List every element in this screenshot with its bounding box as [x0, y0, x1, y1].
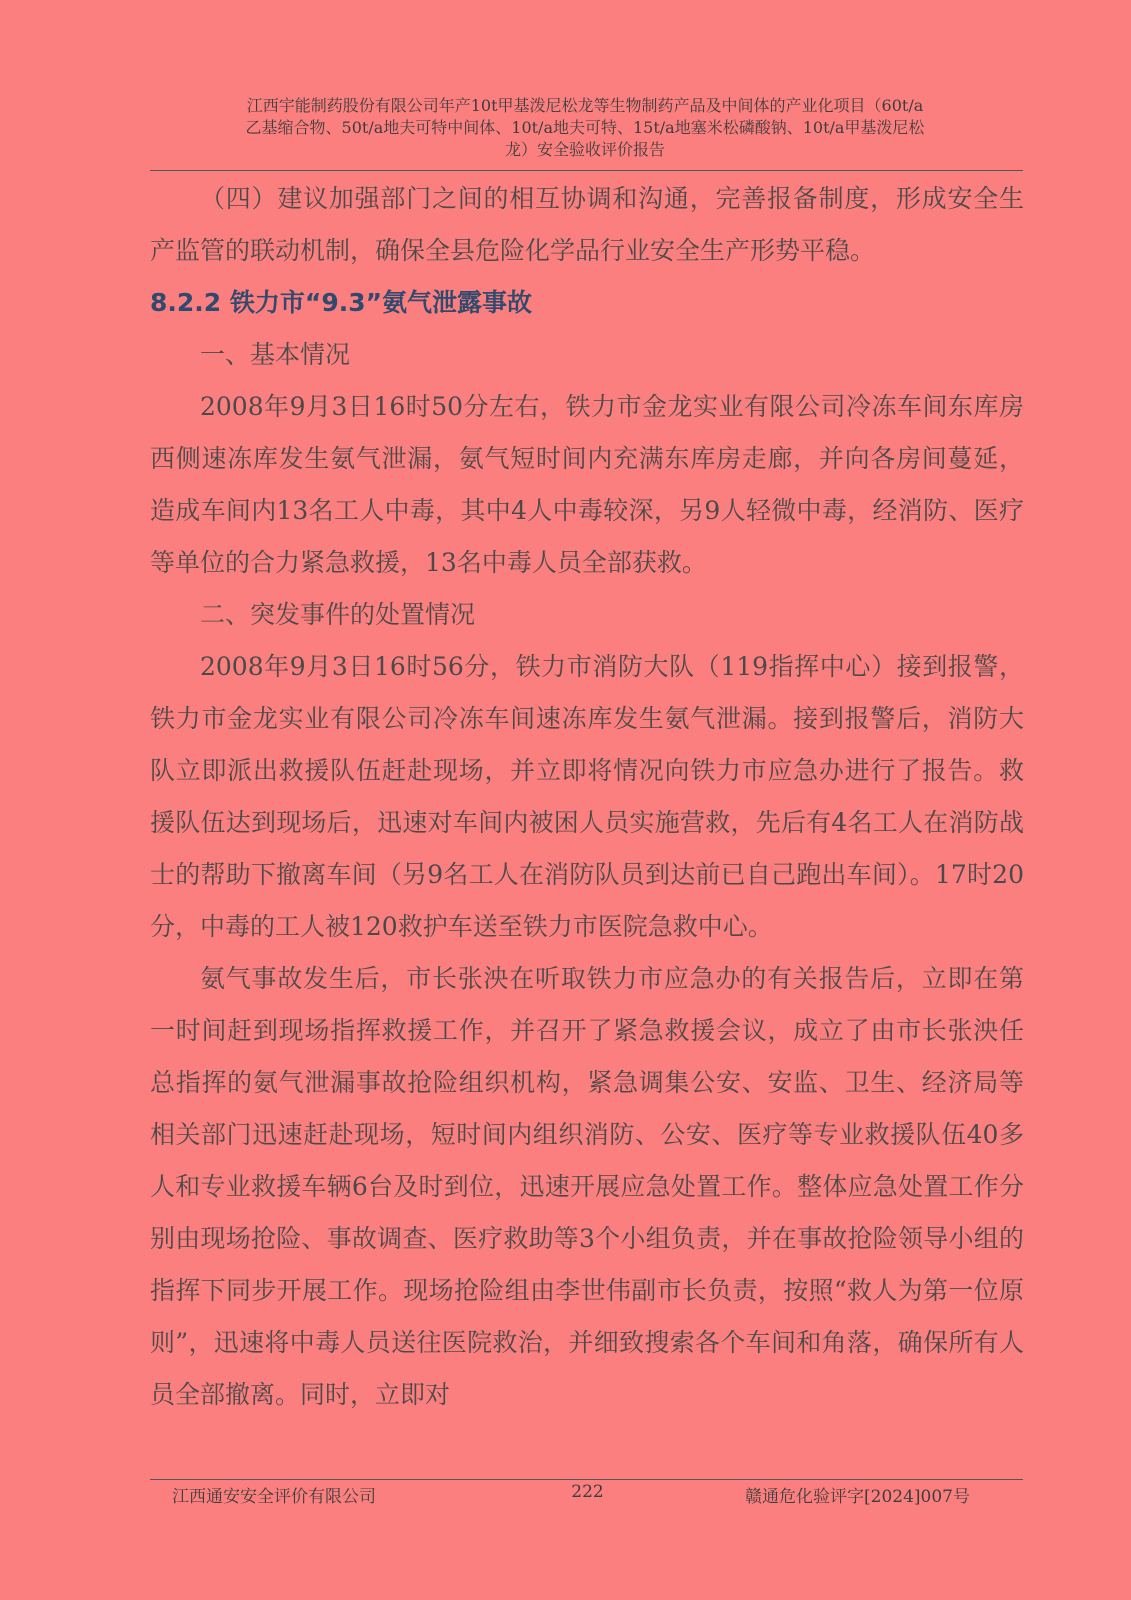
- footer-company: 江西通安安全评价有限公司: [172, 1487, 376, 1507]
- page-footer: [0, 1482, 1131, 1512]
- header-line-1: 江西宇能制药股份有限公司年产10t甲基泼尼松龙等生物制药产品及中间体的产业化项目（60t/a: [246, 96, 924, 115]
- command-paragraph: 氨气事故发生后，市长张泱在听取铁力市应急办的有关报告后，立即在第一时间赶到现场指挥救援工作，并召开了紧急救援会议，成立了由市长张泱任总指挥的氨气泄漏事故抢险组织机构，紧急调集公安、安监、卫生、经济局等相关部门迅速赶赴现场，短时间内组织消防、公安、医疗等专业救援队伍40多人和专业救援车辆6台及时到位，迅速开展应急处置工作。整体应急处置工作分别由现场抢险、事故调查、医疗救助等3个小组负责，并在事故抢险领导小组的指挥下同步开展工作。现场抢险组由李世伟副市长负责，按照“救人为第一位原则”，迅速将中毒人员送往医院救治，并细致搜索各个车间和角落，确保所有人员全部撤离。同时，立即对: [150, 964, 1024, 1409]
- header-divider: [150, 170, 1023, 171]
- section-title: 8.2.2 铁力市“9.3”氨气泄露事故: [150, 288, 533, 317]
- page-header: [150, 95, 1020, 161]
- document-number: 赣通危化验评字[2024]007号: [745, 1487, 970, 1507]
- recommendation-paragraph: （四）建议加强部门之间的相互协调和沟通，完善报备制度，形成安全生产监管的联动机制，确保全县危险化学品行业安全生产形势平稳。: [150, 184, 1024, 265]
- header-line-3: 龙）安全验收评价报告: [504, 140, 665, 159]
- page-number: 222: [571, 1482, 604, 1502]
- header-line-2: 乙基缩合物、50t/a地夫可特中间体、10t/a地夫可特、15t/a地塞米松磷酸钠、10t/a甲基泼尼松: [245, 118, 925, 137]
- basic-situation-paragraph: 2008年9月3日16时50分左右，铁力市金龙实业有限公司冷冻车间东库房西侧速冻库发生氨气泄漏，氨气短时间内充满东库房走廊，并向各房间蔓延，造成车间内13名工人中毒，其中4人中毒较深，另9人轻微中毒，经消防、医疗等单位的合力紧急救援，13名中毒人员全部获救。: [150, 392, 1024, 577]
- response-paragraph: 2008年9月3日16时56分，铁力市消防大队（119指挥中心）接到报警，铁力市金龙实业有限公司冷冻车间速冻库发生氨气泄漏。接到报警后，消防大队立即派出救援队伍赶赴现场，并立即将情况向铁力市应急办进行了报告。救援队伍达到现场后，迅速对车间内被困人员实施营救，先后有4名工人在消防战士的帮助下撤离车间（另9名工人在消防队员到达前已自己跑出车间）。17时20分，中毒的工人被120救护车送至铁力市医院急救中心。: [150, 652, 1024, 941]
- footer-divider: [150, 1479, 1023, 1480]
- subheading-response: 二、突发事件的处置情况: [200, 600, 476, 629]
- main-content: [150, 173, 1024, 1421]
- subheading-basic-situation: 一、基本情况: [200, 340, 351, 369]
